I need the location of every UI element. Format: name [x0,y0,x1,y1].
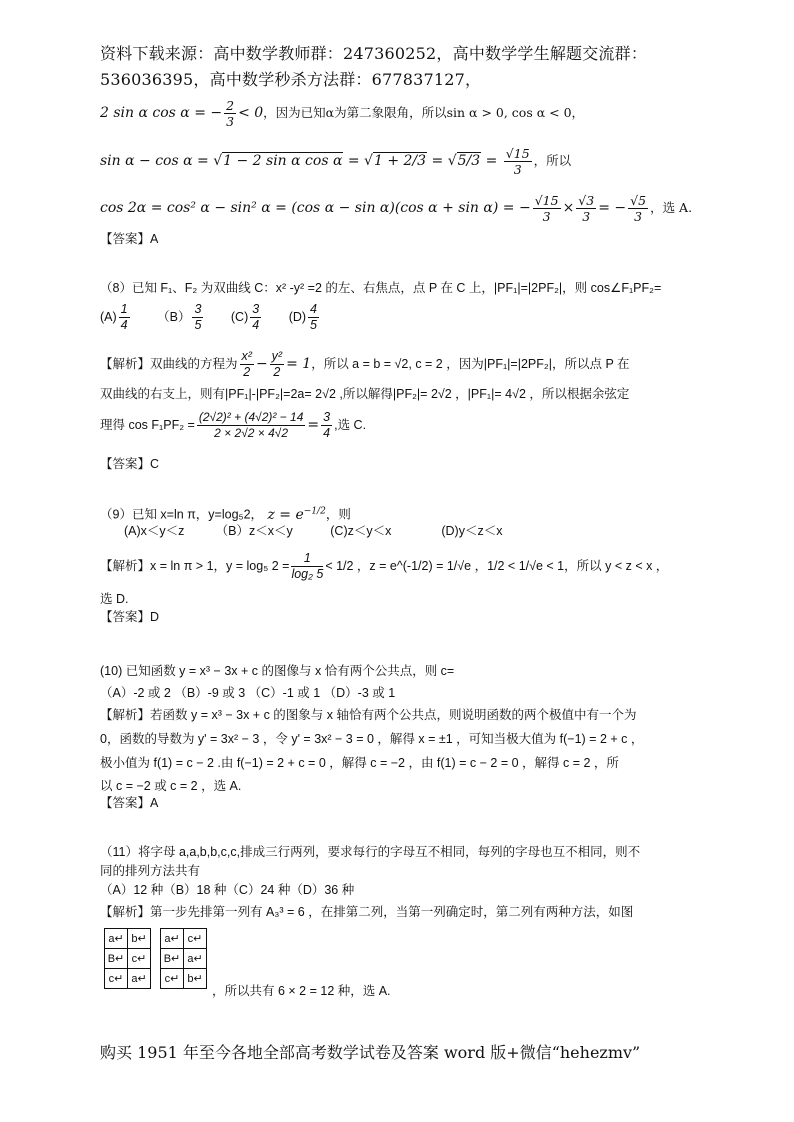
q11-sol-1: 【解析】第一步先排第一列有 A₃³ = 6 ，在排第二列，当第一列确定时，第二列有两种方法，如图 [100,905,634,919]
q10-answer: 【答案】A [100,796,159,810]
q7-eq3: cos 2α = cos² α − sin² α = (cos α − sin α)(cos α + sin α) = − $\frac{√15}{3}$ × $\frac{√3}{3}$ = − $\frac{√5}{3}$ ，选 A. [100,193,693,224]
q9-options: (A)x＜y＜z （B）z＜x＜y (C)z＜y＜x (D)y＜z＜x [124,524,503,538]
q10-sol-1: 【解析】若函数 y = x³ − 3x + c 的图象与 x 轴恰有两个公共点，则说明函数的两个极值中有一个为 [100,708,637,722]
q10-stem: (10) 已知函数 y = x³ − 3x + c 的图像与 x 恰有两个公共点，则 c= [100,664,455,678]
q11-options: （A）12 种（B）18 种（C）24 种（D）36 种 [100,883,355,897]
header-line-2: 536036395，高中数学秒杀方法群：677837127， [100,70,482,89]
q8-sol-2: 双曲线的右支上，则有|PF₁|-|PF₂|=2a= 2√2 ,所以解得|PF₂|= 2√2 ，|PF₁|= 4√2 ，所以根据余弦定 [100,387,630,401]
q11-stem-1: （11）将字母 a,a,b,b,c,c,排成三行两列，要求每行的字母互不相同，每列的字母也互不相同，则不 [100,845,641,859]
q9-answer: 【答案】D [100,610,160,624]
q8-stem: （8）已知 F₁、F₂ 为双曲线 C：x² -y² =2 的左、右焦点，点 P 在 C 上，|PF₁|=|2PF₂|，则 cos∠F₁PF₂= [100,281,662,295]
q7-eq2: sin α − cos α = √1 − 2 sin α cos α = √1 + 2/3 = √5/3 = $\frac{√15}{3}$ ，所以 [100,146,572,177]
q8-options: (A) $\frac{1}{4}$ （B） $\frac{3}{5}$ (C) $\frac{3}{4}$ (D) $\frac{4}{5}$ [100,302,317,332]
footer-promo: 购买 1951 年至今各地全部高考数学试卷及答案 word 版+微信“hehezmv” [100,1043,641,1062]
q8-sol-3: 理得 cos F₁PF₂ = $\frac{\text{(2√2)² + (4√2)² − 14}}{2 \times 2√2 \times 4√2}$ = $\frac{3}{4}$ ,选 C. [100,410,367,440]
q9-sol-1: 【解析】x = ln π > 1，y = log₅ 2 = $\frac{1}{\text{log₂ 5}}$ < 1/2 ，z = e^(-1/2) = 1/√e ，1/2 < 1/√e < 1，所以 y < z < x ， [100,551,669,581]
q8-sol-1: 【解析】双曲线的方程为 $\frac{\text{x²}}{2}$ − $\frac{\text{y²}}{2}$ = 1，所以 a = b = √2, c = 2 ，因为|PF₁|=|2PF₂|，所以点 P 在 [100,349,630,379]
q9-sol-2: 选 D. [100,592,129,606]
q7-eq1: 2 sin α cos α = − $\frac{2}{3}$ < 0，因为已知α为第二象限角，所以sin α > 0, cos α < 0， [100,98,585,129]
q11-sol-2: ，所以共有 6 × 2 = 12 种，选 A. [212,984,391,998]
q11-stem-2: 同的排列方法共有 [100,864,201,878]
q10-options: （A）-2 或 2 （B）-9 或 3 （C）-1 或 1 （D）-3 或 1 [100,686,396,700]
arrangement-grid-2: a↵ c↵ B↵ a↵ c↵ b↵ [160,928,207,989]
q10-sol-2: 0，函数的导数为 y' = 3x² − 3 ，令 y' = 3x² − 3 = 0 ，解得 x = ±1 ，可知当极大值为 f(−1) = 2 + c ， [100,732,644,746]
q10-sol-3: 极小值为 f(1) = c − 2 .由 f(−1) = 2 + c = 0 ，解得 c = −2 ，由 f(1) = c − 2 = 0 ，解得 c = 2 ，所 [100,756,619,770]
q8-answer: 【答案】C [100,457,160,471]
q10-sol-4: 以 c = −2 或 c = 2 ，选 A. [100,779,242,793]
header-line-1: 资料下载来源：高中数学教师群：247360252，高中数学学生解题交流群： [100,44,648,63]
q7-answer: 【答案】A [100,232,159,246]
arrangement-grid-1: a↵ b↵ B↵ c↵ c↵ a↵ [104,928,151,989]
q9-stem: （9）已知 x=ln π，y=log₅2， $z = e^{-1/2}$，则 [100,506,351,523]
